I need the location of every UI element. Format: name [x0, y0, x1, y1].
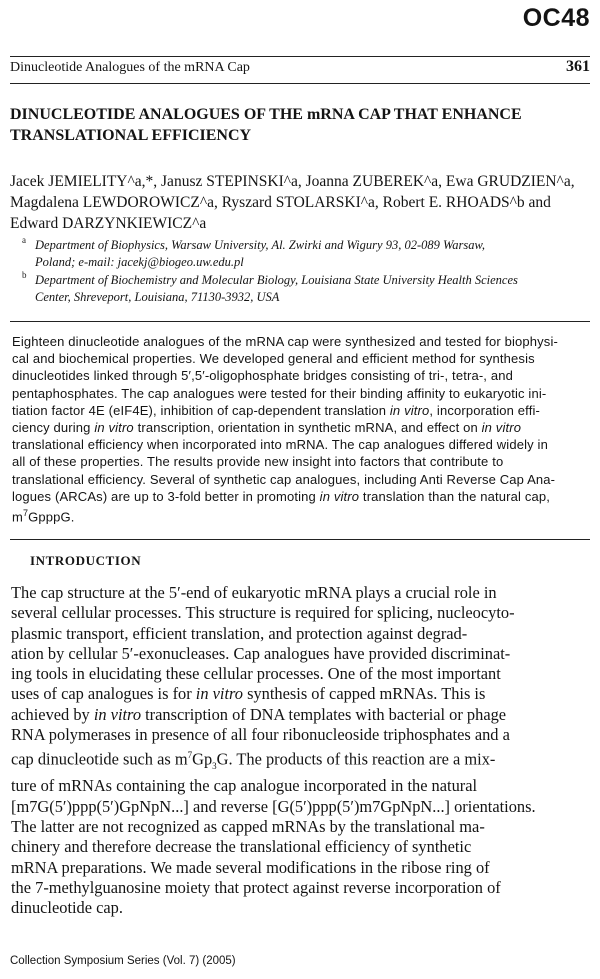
italic-run: in vitro — [389, 402, 430, 418]
article-title — [10, 104, 570, 146]
italic-run: in vitro — [93, 704, 142, 724]
abstract-line: pentaphosphates. The cap analogues were tested for their binding affinity to eukaryotic ini- — [12, 385, 547, 401]
title-line: TRANSLATIONAL EFFICIENCY — [10, 127, 252, 144]
affiliation-line: Department of Biophysics, Warsaw University, Al. Zwirki and Wigury 93, 02-089 Warsaw, — [35, 238, 486, 252]
body-line: ation by cellular 5′-exonucleases. Cap analogues have provided discriminat- — [11, 643, 511, 663]
text-run: ciency during — [12, 420, 95, 436]
text-run: translation than the natural cap, — [359, 488, 551, 504]
text-run: , incorporation effi- — [429, 402, 540, 418]
affiliation-line: Poland; e-mail: jacekj@biogeo.uw.edu.pl — [35, 255, 244, 269]
abstract-line: dinucleotides linked through 5′,5′-oligophosphate bridges consisting of tri-, tetra-, and — [12, 368, 513, 384]
text-run: Gp — [192, 749, 213, 769]
section-heading: INTRODUCTION — [30, 553, 142, 568]
italic-run: in vitro — [195, 684, 243, 704]
text-run: tiation factor 4E (eIF4E), inhibition of cap-dependent translation — [12, 402, 390, 418]
abstract-line — [12, 505, 590, 526]
body-line — [11, 705, 591, 725]
body-line: The latter are not recognized as capped mRNAs by the translational ma- — [11, 817, 485, 837]
superscript: 7 — [187, 750, 193, 761]
title-line: DINUCLEOTIDE ANALOGUES OF THE mRNA CAP THAT ENHANCE — [10, 106, 522, 123]
authors-line: Magdalena LEWDOROWICZ^a, Ryszard STOLARSKI^a, Robert E. RHOADS^b and — [10, 194, 551, 211]
abstract-line — [12, 488, 590, 505]
text-run: logues (ARCAs) are up to 3-fold better in promoting — [12, 488, 320, 504]
abstract-line: cal and biochemical properties. We developed general and efficient method for synthesis — [12, 351, 535, 367]
abstract-line — [12, 419, 590, 436]
authors-line: Edward DARZYNKIEWICZ^a — [10, 215, 207, 232]
affiliation-mark: b — [22, 270, 27, 280]
italic-run: in vitro — [94, 420, 134, 436]
text-run: m — [12, 509, 23, 525]
body-line: The cap structure at the 5′-end of eukaryotic mRNA plays a crucial role in — [11, 583, 497, 602]
text-run: transcription of DNA templates with bacterial or phage — [141, 704, 507, 724]
running-title: Dinucleotide Analogues of the mRNA Cap — [10, 60, 250, 75]
body-line: mRNA preparations. We made several modifications in the ribose ring of — [11, 857, 490, 877]
text-run: G. The products of this reaction are a mix- — [216, 749, 496, 769]
abstract — [12, 333, 590, 526]
page-number: 361 — [566, 58, 590, 75]
body-line: dinucleotide cap. — [11, 898, 123, 918]
abstract-line: all of these properties. The results provide new insight into factors that contribute to — [12, 454, 504, 470]
text-run: GpppG. — [28, 509, 75, 525]
abstract-line: translational efficiency when incorporated into mRNA. The cap analogues differed widely in — [12, 437, 548, 453]
affiliation-line: Department of Biochemistry and Molecular Biology, Louisiana State University Health Sciences — [35, 273, 518, 287]
introduction-body — [11, 583, 591, 919]
paper-code: OC48 — [522, 4, 590, 32]
affiliation-b — [22, 270, 585, 306]
divider — [10, 539, 590, 540]
body-line: RNA polymerases in presence of all four ribonucleoside triphosphates and a — [11, 725, 510, 745]
body-line: ing tools in elucidating these cellular processes. One of the most important — [11, 664, 501, 684]
affiliation-line: Center, Shreveport, Louisiana, 71130-3932, USA — [35, 290, 280, 304]
running-header — [10, 56, 590, 84]
italic-run: in vitro — [481, 420, 522, 436]
text-run: cap dinucleotide such as m — [11, 749, 188, 769]
text-run: uses of cap analogues is for — [11, 684, 196, 704]
body-line: ture of mRNAs containing the cap analogue incorporated in the natural — [11, 776, 478, 796]
text-run: achieved by — [11, 704, 94, 724]
abstract-line — [12, 402, 590, 419]
italic-run: in vitro — [319, 488, 360, 504]
body-line: several cellular processes. This structure is required for splicing, nucleocyto- — [11, 603, 515, 623]
text-run: synthesis of capped mRNAs. This is — [243, 684, 486, 704]
body-line: plasmic transport, efficient translation, and protection against degrad- — [11, 623, 468, 643]
journal-footer: Collection Symposium Series (Vol. 7) (2005) — [10, 955, 236, 967]
divider — [10, 321, 590, 322]
affiliation-a — [22, 235, 585, 271]
body-line — [11, 745, 591, 776]
superscript: 7 — [22, 508, 29, 519]
subscript: 3 — [212, 761, 217, 772]
authors-line: Jacek JEMIELITY^a,*, Janusz STEPINSKI^a, Joanna ZUBEREK^a, Ewa GRUDZIEN^a, — [10, 173, 575, 190]
affiliation-mark: a — [22, 235, 26, 245]
abstract-line: Eighteen dinucleotide analogues of the mRNA cap were synthesized and tested for biophysi- — [12, 334, 558, 349]
body-line: chinery and therefore decrease the translational efficiency of synthetic — [11, 837, 472, 857]
body-line — [11, 684, 591, 704]
body-line: [m7G(5′)ppp(5′)GpNpN...] and reverse [G(5′)ppp(5′)m7GpNpN...] orientations. — [11, 796, 536, 816]
author-list — [10, 171, 580, 234]
abstract-line: translational efficiency. Several of synthetic cap analogues, including Anti Reverse Cap Ana- — [12, 471, 556, 487]
text-run: transcription, orientation in synthetic mRNA, and effect on — [133, 420, 482, 436]
body-line: the 7-methylguanosine moiety that protect against reverse incorporation of — [11, 877, 501, 897]
